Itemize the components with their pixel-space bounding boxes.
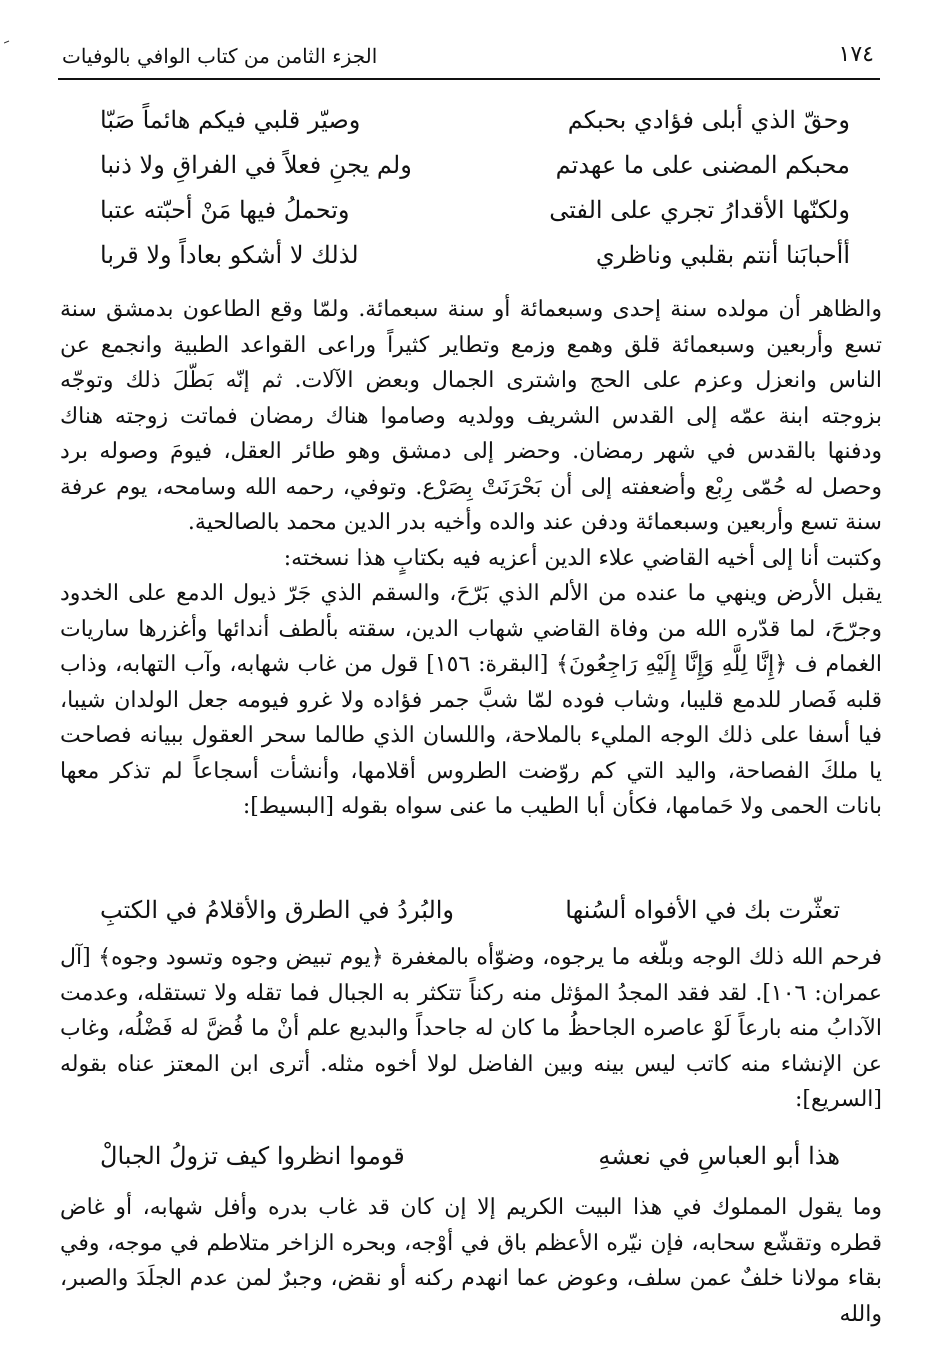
scan-mark bbox=[4, 40, 10, 46]
verse-line bbox=[100, 235, 850, 280]
verse-second-hemistich: قوموا انظروا كيف تزولُ الجبالْ bbox=[100, 1142, 405, 1170]
running-title: الجزء الثامن من كتاب الوافي بالوفيات bbox=[62, 44, 378, 68]
page-number: ١٧٤ bbox=[838, 42, 874, 67]
verse-line bbox=[100, 190, 850, 235]
verse-line bbox=[100, 145, 850, 190]
verse-first-hemistich: تعثّرت بك في الأفواه ألسُنها bbox=[565, 896, 840, 924]
verse-line bbox=[100, 100, 850, 145]
verse-sari bbox=[100, 1142, 840, 1182]
paragraph-letter-intro: وكتبت أنا إلى أخيه القاضي علاء الدين أعزيه فيه بكتابٍ هذا نسخته: bbox=[283, 545, 882, 571]
paragraph-elegy: فرحم الله ذلك الوجه وبلّغه ما يرجوه، وضوّأه بالمغفرة ﴿يوم تبيض وجوه وتسود وجوه﴾ [آل عمران: ١٠٦]. لقد فقد المجدُ المؤثل منه ركناً تتكثر به الجبال فما تقله ولا تستقله، وعدمت الآدابُ منه بارعاً لَوْ عاصره الجاحظُ ما كان له جاحداً والبديع علم أنْ ما فُضَّ له فَضْلُه، وغاب عن الإنشاء منه كاتب ليس بينه وبين الفاضل لولا أخوه مثله. أترى ابن المعتز عناه بقوله [السريع]: bbox=[60, 945, 882, 1112]
paragraph-closing: وما يقول المملوك في هذا البيت الكريم إلا إن كان قد غاب بدره وأفل شهابه، أو غاض قطره وتقشّع سحابه، فإن نيّره الأعظم باق في أوْجه، وبحره الزاخر متلاطم في موجه، وفي بقاء مولانا خلفٌ عمن سلف، وعوض عما انهدم ركنه أو نقض، وجبرٌ لمن عدم الجلَدَ والصبر، والله bbox=[60, 1195, 882, 1327]
paragraph-biography: والظاهر أن مولده سنة إحدى وسبعمائة أو سنة سبعمائة. ولمّا وقع الطاعون بدمشق سنة تسع وأربعين وسبعمائة قلق وهمع وزمع وتطاير كثيراً وراعى القواعد الطبية وانجمع عن الناس وانعزل وعزم على الحج واشترى الجمال وبعض الآلات. ثم إنّه بَطّلَ ذلك وتوجّه بزوجته ابنة عمّه إلى القدس الشريف وولديه وصاموا هناك رمضان فماتت زوجته هناك ودفنها بالقدس في شهر رمضان. وحضر إلى دمشق وهو طائر العقل، فيومَ وصوله برد وحصل له حُمّى رِبْع وأضعفته إلى أن بَحْرَنَتْ بِصَرْع. وتوفي، رحمه الله وسامحه، يوم عرفة سنة تسع وأربعين وسبعمائة ودفن عند والده وأخيه بدر الدين محمد بالصالحية. bbox=[60, 297, 882, 535]
verse-second-hemistich: والبُردُ في الطرق والأقلامُ في الكتبِ bbox=[100, 896, 455, 924]
verse-second-hemistich: ولم يجنِ فعلاً في الفراقِ ولا ذنبا bbox=[100, 151, 412, 179]
verse-second-hemistich: وتحملُ فيها مَنْ أحبّته عتبا bbox=[100, 196, 350, 224]
verse-second-hemistich: لذلك لا أشكو بعاداً ولا قربا bbox=[100, 241, 359, 269]
page-header bbox=[58, 38, 880, 80]
verse-first-hemistich: محبكم المضنى على ما عهدتم bbox=[555, 151, 850, 179]
verse-first-hemistich: ولكنّها الأقدارُ تجري على الفتى bbox=[549, 196, 850, 224]
prose-block-3 bbox=[60, 1190, 882, 1332]
verse-block-top bbox=[100, 100, 850, 280]
paragraph-letter-body: يقبل الأرض وينهي ما عنده من الألم الذي بَرّحَ، والسقم الذي جَرّ ذيول الدمع على الخدود وجرّحَ، لما قدّره الله من وفاة القاضي شهاب الدين، سقته بألطف أندائها وأغزرها ساريات الغمام ف ﴿إِنَّا لِلَّهِ وَإِنَّا إِلَيْهِ رَاجِعُونَ﴾ [البقرة: ١٥٦] قول من غاب شهابه، وآب التهابه، وذاب قلبه فَصار للدمع قليبا، وشاب فوده لمّا شبَّ جمر فؤاده ولا غرو فيومه جعل الولدان شيبا، فيا أسفا على ذلك الوجه المليء بالملاحة، واللسان الذي طالما سحر العقول ببيانه فصاحت يا ملكَ الفصاحة، واليد التي كم روّضت الطروس أقلامها، وأنشأت أسجاعاً لم تذكر معها بانات الحمى ولا حَمامها، فكأن أبا الطيب ما عنى سواه بقوله [البسيط]: bbox=[60, 581, 883, 819]
verse-first-hemistich: هذا أبو العباسِ في نعشهِ bbox=[598, 1142, 840, 1170]
prose-block-2 bbox=[60, 940, 882, 1118]
verse-first-hemistich: وحقّ الذي أبلى فؤادي بحبكم bbox=[567, 106, 850, 134]
verse-first-hemistich: أأحبابَنا أنتم بقلبي وناظري bbox=[595, 241, 850, 269]
verse-basit bbox=[100, 896, 840, 936]
verse-second-hemistich: وصيّر قلبي فيكم هائماً صَبّا bbox=[100, 106, 361, 134]
prose-block-1 bbox=[60, 292, 882, 825]
